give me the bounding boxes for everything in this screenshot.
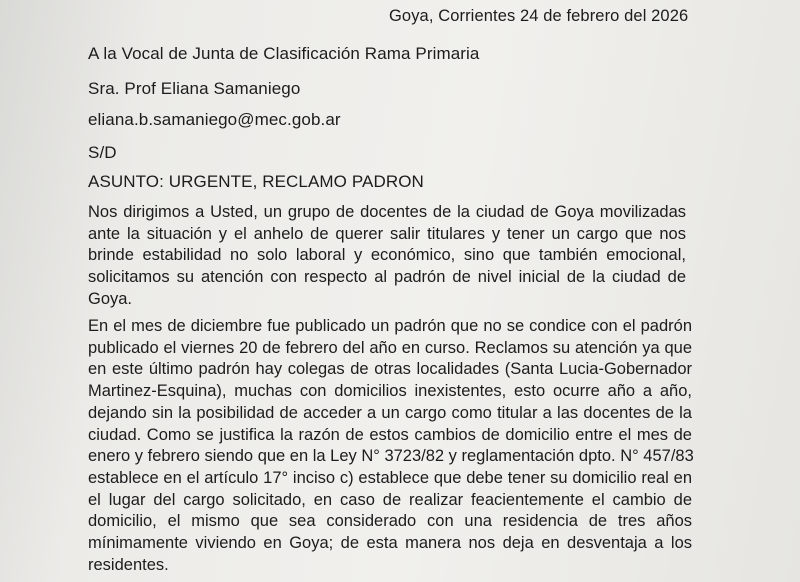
paragraph-2-line: ciudad. Como se justifica la razón de estos cambios de domicilio entre el mes de	[88, 425, 692, 444]
paragraph-2-line: domicilio, el mismo que sea considerado con una residencia de tres años	[88, 512, 692, 531]
paragraph-2	[88, 316, 692, 576]
email-line: eliana.b.samaniego@mec.gob.ar	[88, 110, 341, 129]
addressee-line: Sra. Prof Eliana Samaniego	[88, 79, 301, 98]
paragraph-1-line: brinde estabilidad no solo laboral y económico, sino que también emocional,	[88, 246, 686, 265]
paragraph-1-line: Nos dirigimos a Usted, un grupo de docentes de la ciudad de Goya movilizadas	[88, 203, 686, 221]
paragraph-2-line: residentes.	[88, 555, 169, 574]
paragraph-1-line: solicitamos su atención con respecto al padrón de nivel inicial de la ciudad de	[88, 268, 686, 287]
paragraph-2-line: enero y febrero siendo que en la Ley N° 3723/82 y reglamentación dpto. N° 457/83	[88, 447, 694, 466]
paragraph-1-line: Goya.	[88, 289, 133, 308]
recipient-line: A la Vocal de Junta de Clasificación Rama Primaria	[88, 44, 480, 63]
paragraph-2-line: en este último padrón hay colegas de otras localidades (Santa Lucia-Gobernador	[88, 360, 692, 379]
paragraph-2-line: publicado el viernes 20 de febrero del año en curso. Reclamos su atención ya que	[88, 338, 692, 357]
paragraph-2-line: En el mes de diciembre fue publicado un padrón que no se condice con el padrón	[88, 317, 692, 335]
paragraph-1	[88, 202, 686, 311]
paragraph-2-line: el lugar del cargo solicitado, en caso de realizar feacientemente el cambio de	[88, 490, 692, 509]
sd-line: S/D	[88, 143, 117, 162]
paragraph-2-line: establece en el artículo 17° inciso c) establece que debe tener su domicilio real en	[88, 468, 692, 487]
paragraph-1-line: ante la situación y el anhelo de querer salir titulares y tener un cargo que nos	[88, 224, 686, 243]
paragraph-2-line: dejando sin la posibilidad de acceder a un cargo como titular a las docentes de la	[88, 403, 692, 422]
paragraph-2-line: Martinez-Esquina), muchas con domicilios inexistentes, esto ocurre año a año,	[88, 382, 692, 401]
paragraph-2-line: mínimamente viviendo en Goya; de esta manera nos deja en desventaja a los	[88, 534, 692, 553]
subject-line: ASUNTO: URGENTE, RECLAMO PADRON	[88, 172, 424, 191]
date-line: Goya, Corrientes 24 de febrero del 2026	[389, 7, 689, 25]
